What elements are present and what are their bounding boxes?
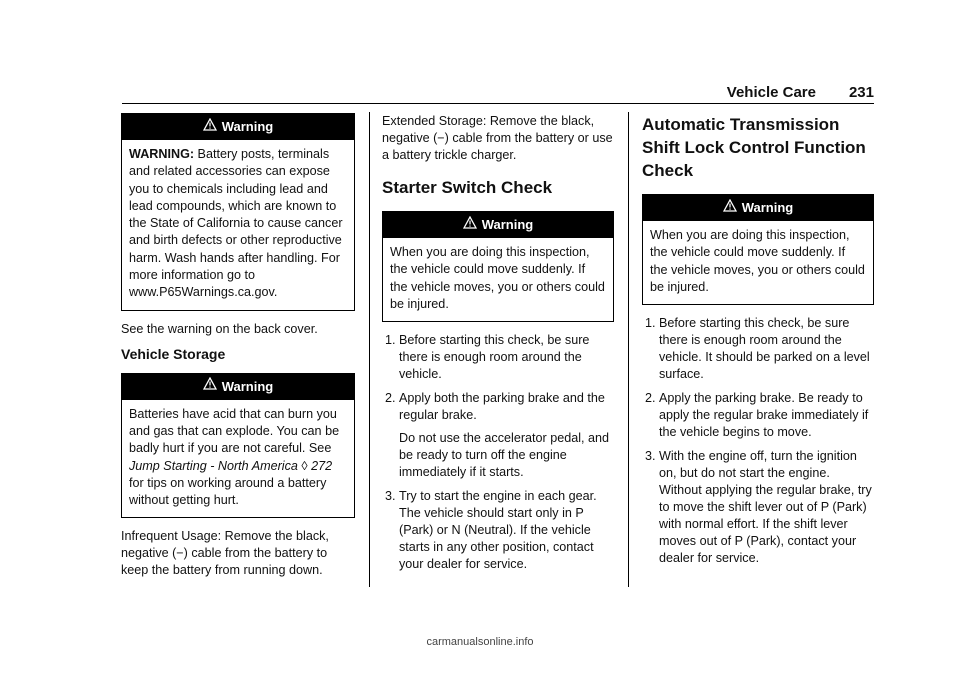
step-number: 2. — [645, 391, 656, 406]
list-item — [382, 488, 614, 573]
page-ref-number[interactable]: 272 — [311, 458, 333, 473]
column-3 — [642, 113, 874, 574]
step-text: Before starting this check, be sure there is enough room around the vehicle. — [399, 333, 590, 382]
warning-header — [122, 114, 354, 140]
warning-text: Battery posts, terminals and related accessories can expose you to chemicals including lead and lead compounds, which are known to the State of California to cause cancer and birth defects or other reproductive harm. Wash hands after handling. For more information go to www.P65Warnings.ca.gov. — [129, 147, 343, 300]
list-item — [382, 332, 614, 383]
step-number: 3. — [645, 449, 656, 464]
warning-text: When you are doing this inspection, the vehicle could move suddenly. If the vehicle moves, you or others could be injured. — [650, 228, 865, 294]
warning-text: When you are doing this inspection, the vehicle could move suddenly. If the vehicle moves, you or others could be injured. — [390, 245, 605, 311]
warning-title: Warning — [481, 217, 534, 232]
step-number: 1. — [385, 333, 396, 348]
infrequent-usage-text: Infrequent Usage: Remove the black, negative (−) cable from the battery to keep the battery from running down. — [121, 529, 329, 578]
warning-header — [122, 374, 354, 400]
column-2 — [382, 113, 614, 580]
warning-text-after: for tips on working around a battery without getting hurt. — [129, 475, 327, 508]
vehicle-storage-heading: Vehicle Storage — [121, 345, 226, 362]
see-warning-text: See the warning on the back cover. — [121, 321, 318, 336]
warning-box-battery-acid — [121, 373, 355, 519]
warning-body — [643, 221, 873, 304]
warning-triangle-icon — [723, 195, 737, 221]
column-divider-1 — [369, 112, 370, 587]
step-text: With the engine off, turn the ignition on, but do not start the engine. Without applying the regular brake, try to move the shift lever out of P (Park) with normal effort. If the shift lever moves out of P (Park), contact your dealer for service. — [659, 449, 872, 566]
column-1 — [121, 113, 355, 587]
warning-text-before: Batteries have acid that can burn you and gas that can explode. You can be badly hurt if you are not careful. See — [129, 406, 340, 456]
warning-title: Warning — [741, 200, 794, 215]
page-number: 231 — [848, 84, 874, 101]
warning-lead: WARNING: — [129, 147, 195, 161]
list-item — [382, 390, 614, 481]
warning-header — [383, 212, 613, 238]
page-header — [122, 84, 874, 102]
shift-lock-steps-list — [642, 315, 874, 567]
warning-triangle-icon — [203, 373, 217, 399]
step-text: Before starting this check, be sure there is enough room around the vehicle. It should be parked on a level surface. — [659, 316, 870, 382]
watermark: carmanualsonline.info — [426, 636, 534, 648]
column-divider-2 — [628, 112, 629, 587]
page-ref-symbol: ◊ — [301, 458, 308, 473]
warning-title: Warning — [221, 119, 274, 134]
step-extra-text: Do not use the accelerator pedal, and be ready to turn off the engine immediately if it starts. — [399, 431, 610, 480]
list-item — [642, 315, 874, 383]
step-text: Apply the parking brake. Be ready to apply the regular brake immediately if the vehicle begins to move. — [659, 391, 869, 440]
warning-box-battery-chemicals — [121, 113, 355, 311]
starter-steps-list — [382, 332, 614, 573]
shift-lock-heading: Automatic Transmission Shift Lock Control Function Check — [642, 115, 866, 180]
warning-body — [122, 400, 354, 518]
jump-starting-link[interactable]: Jump Starting - North America — [129, 458, 298, 473]
step-text: Try to start the engine in each gear. The vehicle should start only in P (Park) or N (Neutral). If the vehicle starts in any other position, contact your dealer for service. — [399, 489, 597, 572]
step-number: 2. — [385, 391, 396, 406]
step-number: 1. — [645, 316, 656, 331]
warning-triangle-icon — [203, 114, 217, 140]
starter-switch-heading: Starter Switch Check — [382, 178, 553, 197]
warning-title: Warning — [221, 378, 274, 394]
warning-box-shift-lock — [642, 194, 874, 305]
step-number: 3. — [385, 489, 396, 504]
step-text: Apply both the parking brake and the regular brake. — [399, 391, 605, 423]
warning-box-starter — [382, 211, 614, 322]
extended-storage-text: Extended Storage: Remove the black, negative (−) cable from the battery or use a battery trickle charger. — [382, 114, 613, 162]
header-rule — [122, 103, 874, 104]
list-item — [642, 448, 874, 567]
warning-header — [643, 195, 873, 221]
warning-body — [122, 140, 354, 310]
list-item — [642, 390, 874, 441]
warning-body — [383, 238, 613, 321]
section-title: Vehicle Care — [726, 84, 816, 101]
warning-triangle-icon — [463, 212, 477, 238]
